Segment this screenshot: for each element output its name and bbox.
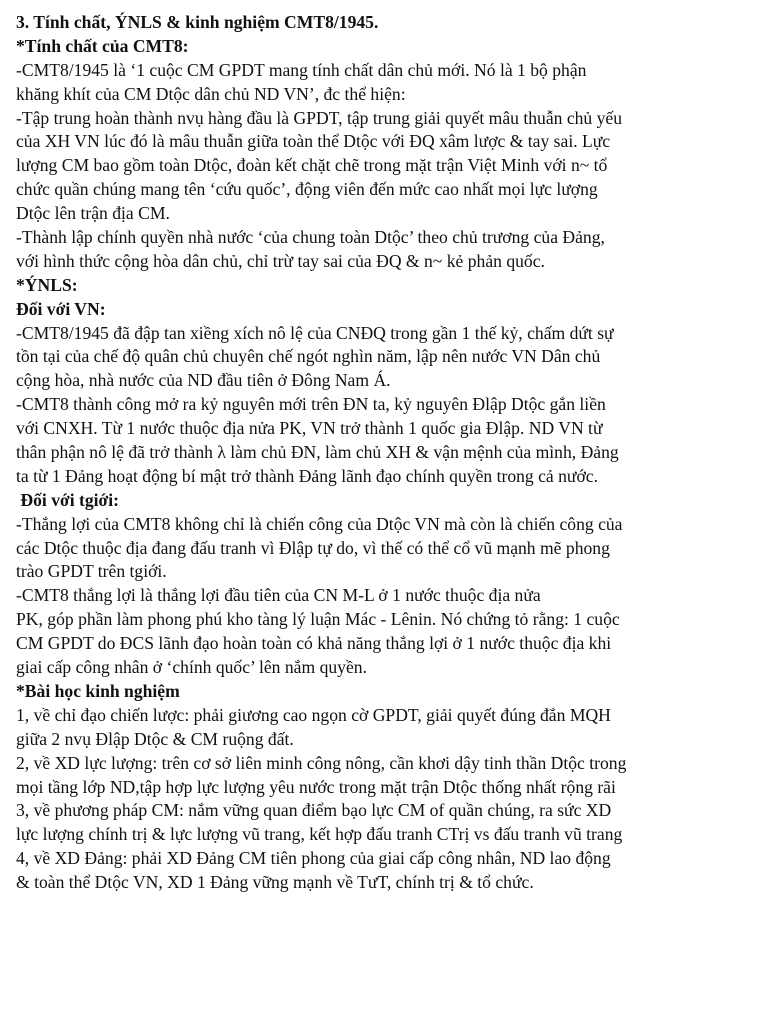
line-25: PK, góp phần làm phong phú kho tàng lý luận Mác - Lênin. Nó chứng tỏ rằng: 1 cuộc [16,609,620,630]
line-22: các Dtộc thuộc địa đang đấu tranh vì Đlập tự do, vì thế có thể cổ vũ mạnh mẽ phong [16,537,610,558]
line-26: CM GPDT do ĐCS lãnh đạo hoàn toàn có khả năng thắng lợi ở 1 nước thuộc địa khi [16,633,612,654]
line-29: 1, về chỉ đạo chiến lược: phải giương cao ngọn cờ GPDT, giải quyết đúng đắn MQH [16,704,611,725]
line-15: cộng hòa, nhà nước của ND đầu tiên ở Đông Nam Á. [16,370,391,391]
line-11: *ÝNLS: [16,274,78,295]
line-16: -CMT8 thành công mở ra kỷ nguyên mới trên ĐN ta, kỷ nguyên Đlập Dtộc gắn liền [16,394,606,415]
line-24: -CMT8 thắng lợi là thắng lợi đầu tiên của CN M-L ở 1 nước thuộc địa nửa [16,585,541,606]
line-36: & toàn thể Dtộc VN, XD 1 Đảng vững mạnh về TưT, chính trị & tổ chức. [16,872,534,893]
line-30: giữa 2 nvụ Đlập Dtộc & CM ruộng đất. [16,728,294,749]
line-21: -Thắng lợi của CMT8 không chỉ là chiến công của Dtộc VN mà còn là chiến công của [16,513,623,534]
line-18: thân phận nô lệ đã trở thành λ làm chủ ĐN, làm chủ XH & vận mệnh của mình, Đảng [16,442,619,463]
line-23: trào GPDT trên tgiới. [16,561,167,582]
line-33: 3, về phương pháp CM: nắm vững quan điểm bạo lực CM of quần chúng, ra sức XD [16,800,612,821]
line-35: 4, về XD Đảng: phải XD Đảng CM tiên phong của giai cấp công nhân, ND lao động [16,848,611,869]
line-3: khăng khít của CM Dtộc dân chủ ND VN’, đc thể hiện: [16,83,406,104]
line-2: -CMT8/1945 là ‘1 cuộc CM GPDT mang tính chất dân chủ mới. Nó là 1 bộ phận [16,59,587,80]
line-4: -Tập trung hoàn thành nvụ hàng đầu là GPDT, tập trung giải quyết mâu thuẫn chủ yếu [16,107,623,128]
line-0: 3. Tính chất, ÝNLS & kinh nghiệm CMT8/1945. [16,12,379,32]
line-32: mọi tầng lớp ND,tập hợp lực lượng yêu nước trong mặt trận Dtộc thống nhất rộng rãi [16,776,616,797]
line-13: -CMT8/1945 đã đập tan xiềng xích nô lệ của CNĐQ trong gần 1 thế kỷ, chấm dứt sự [16,322,614,343]
line-14: tồn tại của chế độ quân chủ chuyên chế ngót nghìn năm, lập nên nước VN Dân chủ [16,346,601,367]
document-page [16,11,756,895]
line-1: *Tính chất của CMT8: [16,35,189,56]
line-31: 2, về XD lực lượng: trên cơ sở liên minh công nông, cần khơi dậy tinh thần Dtộc trong [16,752,627,773]
line-5: của XH VN lúc đó là mâu thuẫn giữa toàn thể Dtộc với ĐQ xâm lược & tay sai. Lực [16,131,611,152]
line-19: ta từ 1 Đảng hoạt động bí mật trở thành Đảng lãnh đạo chính quyền trong cả nước. [16,465,598,486]
line-9: -Thành lập chính quyền nhà nước ‘của chung toàn Dtộc’ theo chủ trương của Đảng, [16,227,605,248]
line-34: lực lượng chính trị & lực lượng vũ trang, kết hợp đấu tranh CTrị vs đấu tranh vũ trang [16,824,623,845]
line-10: với hình thức cộng hòa dân chủ, chỉ trừ tay sai của ĐQ & n~ kẻ phản quốc. [16,250,545,271]
line-28: *Bài học kinh nghiệm [16,680,180,701]
line-8: Dtộc lên trận địa CM. [16,203,170,224]
line-12: Đối với VN: [16,298,106,319]
line-27: giai cấp công nhân ở ‘chính quốc’ lên nắm quyền. [16,657,367,678]
line-17: với CNXH. Từ 1 nước thuộc địa nửa PK, VN trở thành 1 quốc gia Đlập. ND VN từ [16,418,603,439]
line-20: Đối với tgiới: [16,489,120,510]
line-7: chức quần chúng mang tên ‘cứu quốc’, động viên đến mức cao nhất mọi lực lượng [16,179,598,200]
line-6: lượng CM bao gồm toàn Dtộc, đoàn kết chặt chẽ trong mặt trận Việt Minh với n~ tổ [16,155,608,176]
